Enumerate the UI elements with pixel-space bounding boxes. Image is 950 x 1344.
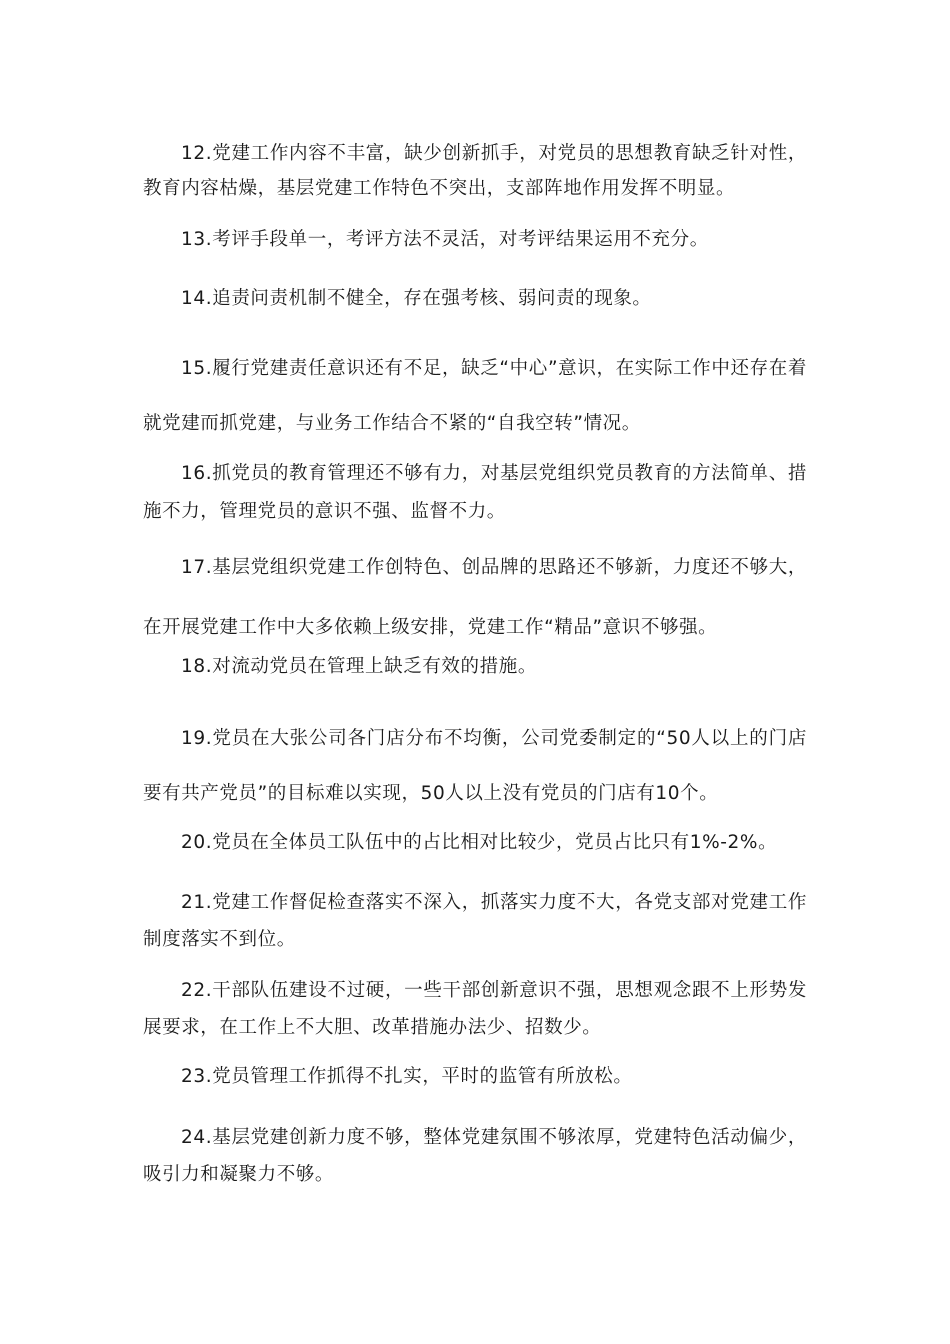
- list-item-18: 18.对流动党员在管理上缺乏有效的措施。: [181, 656, 537, 677]
- list-item-22: 22.干部队伍建设不过硬，一些干部创新意识不强，思想观念跟不上形势发展要求，在工作上不大胆、改革措施办法少、招数少。: [143, 980, 807, 1038]
- list-item-24: 24.基层党建创新力度不够，整体党建氛围不够浓厚，党建特色活动偏少，吸引力和凝聚力不够。: [143, 1127, 807, 1185]
- list-item-15: 15.履行党建责任意识还有不足，缺乏“中心”意识，在实际工作中还存在着就党建而抓党建，与业务工作结合不紧的“自我空转”情况。: [143, 358, 807, 434]
- list-item-20: 20.党员在全体员工队伍中的占比相对比较少，党员占比只有1%-2%。: [181, 832, 778, 853]
- list-item-13: 13.考评手段单一，考评方法不灵活，对考评结果运用不充分。: [181, 229, 709, 250]
- list-item-17: 17.基层党组织党建工作创特色、创品牌的思路还不够新，力度还不够大，在开展党建工作中大多依赖上级安排，党建工作“精品”意识不够强。: [143, 557, 807, 638]
- list-item-23: 23.党员管理工作抓得不扎实，平时的监管有所放松。: [181, 1066, 633, 1087]
- list-item-16: 16.抓党员的教育管理还不够有力，对基层党组织党员教育的方法简单、措施不力，管理党员的意识不强、监督不力。: [143, 463, 807, 522]
- list-item-12: 12.党建工作内容不丰富，缺少创新抓手，对党员的思想教育缺乏针对性，教育内容枯燥，基层党建工作特色不突出，支部阵地作用发挥不明显。: [143, 143, 807, 199]
- list-item-19: 19.党员在大张公司各门店分布不均衡，公司党委制定的“50人以上的门店要有共产党员”的目标难以实现，50人以上没有党员的门店有10个。: [143, 728, 807, 804]
- list-item-14: 14.追责问责机制不健全，存在强考核、弱问责的现象。: [181, 288, 652, 309]
- list-item-21: 21.党建工作督促检查落实不深入，抓落实力度不大，各党支部对党建工作制度落实不到位。: [143, 892, 807, 950]
